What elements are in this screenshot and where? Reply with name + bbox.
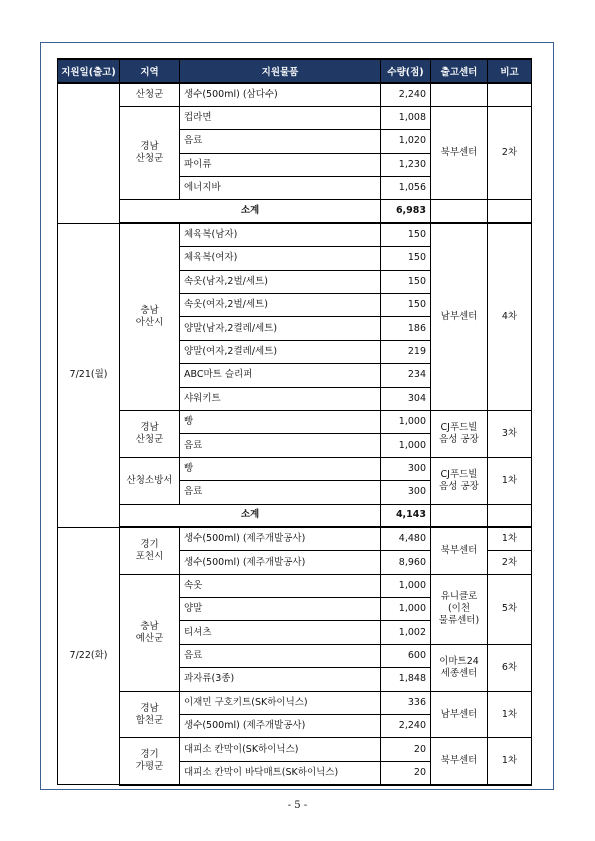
center-cell: 북부센터 (431, 738, 488, 785)
qty-cell: 1,020 (381, 130, 431, 153)
qty-cell: 1,848 (381, 668, 431, 691)
item-cell: 체육복(남자) (180, 223, 381, 246)
center-line: 유니클로 (440, 591, 478, 603)
center-cell: 북부센터 (431, 106, 488, 200)
note-cell: 2차 (488, 551, 532, 574)
item-cell: 양말(남자,2켤레/세트) (180, 317, 381, 340)
subtotal-center (431, 200, 488, 223)
region-line: 가평군 (135, 761, 164, 773)
qty-cell: 300 (381, 481, 431, 504)
qty-cell: 304 (381, 387, 431, 410)
region-cell (120, 738, 180, 785)
header-quantity: 수량(점) (381, 59, 431, 83)
item-cell: 생수(500ml) (제주개발공사) (180, 551, 381, 574)
qty-cell: 20 (381, 761, 431, 784)
center-line: CJ푸드빌 (440, 468, 478, 480)
table-row (58, 457, 532, 480)
center-cell: 북부센터 (431, 527, 488, 574)
item-cell: 빵 (180, 410, 381, 433)
item-cell: 음료 (180, 644, 381, 667)
qty-cell: 1,002 (381, 621, 431, 644)
subtotal-label: 소계 (120, 200, 381, 223)
subtotal-row (58, 504, 532, 527)
date-cell (58, 83, 120, 223)
region-cell: 산청소방서 (120, 457, 180, 504)
center-cell (431, 410, 488, 457)
item-cell: 속옷(여자,2벌/세트) (180, 294, 381, 317)
qty-cell: 336 (381, 691, 431, 714)
table-row (58, 410, 532, 433)
center-cell (431, 457, 488, 504)
region-line: 아산시 (135, 317, 164, 329)
note-cell (488, 83, 532, 106)
qty-cell: 1,008 (381, 106, 431, 129)
item-cell: ABC마트 슬리퍼 (180, 364, 381, 387)
region-cell (120, 691, 180, 738)
header-center: 출고센터 (431, 59, 488, 83)
date-cell: 7/22(화) (58, 527, 120, 784)
item-cell: 음료 (180, 481, 381, 504)
region-cell: 산청군 (120, 83, 180, 106)
center-line: 음성 공장 (439, 480, 479, 492)
table-row (58, 738, 532, 761)
item-cell: 샤워키트 (180, 387, 381, 410)
region-line: 경남 (140, 421, 159, 433)
date-cell: 7/21(월) (58, 223, 120, 527)
item-cell: 이재민 구호키트(SK하이닉스) (180, 691, 381, 714)
qty-cell: 186 (381, 317, 431, 340)
region-line: 경기 (140, 749, 159, 761)
region-line: 합천군 (135, 714, 164, 726)
qty-cell: 1,000 (381, 574, 431, 597)
item-cell: 음료 (180, 130, 381, 153)
center-cell: 남부센터 (431, 223, 488, 410)
note-cell: 1차 (488, 457, 532, 504)
region-line: 산청군 (135, 433, 164, 445)
region-line: 경남 (140, 702, 159, 714)
note-cell: 4차 (488, 223, 532, 410)
table-header-row (58, 59, 532, 83)
item-cell: 파이류 (180, 153, 381, 176)
header-note: 비고 (488, 59, 532, 83)
qty-cell: 1,000 (381, 410, 431, 433)
center-line: 음성 공장 (439, 433, 479, 445)
item-cell: 컵라면 (180, 106, 381, 129)
header-region: 지역 (120, 59, 180, 83)
region-line: 충남 (140, 620, 159, 632)
note-cell: 1차 (488, 691, 532, 738)
center-line: 이마트24 (439, 655, 479, 667)
qty-cell: 2,240 (381, 83, 431, 106)
header-date: 지원일(출고) (58, 59, 120, 83)
center-line: 세종센터 (440, 667, 478, 679)
item-cell: 음료 (180, 434, 381, 457)
qty-cell: 8,960 (381, 551, 431, 574)
region-cell (120, 527, 180, 574)
table-row (58, 691, 532, 714)
note-cell: 2차 (488, 106, 532, 200)
note-cell: 6차 (488, 644, 532, 691)
qty-cell: 300 (381, 457, 431, 480)
table-row (58, 106, 532, 129)
region-line: 산청군 (135, 153, 164, 165)
note-cell: 1차 (488, 738, 532, 785)
qty-cell: 1,056 (381, 177, 431, 200)
item-cell: 빵 (180, 457, 381, 480)
header-item: 지원물품 (180, 59, 381, 83)
region-line: 경기 (140, 539, 159, 551)
region-line: 경남 (140, 141, 159, 153)
note-cell: 1차 (488, 527, 532, 550)
table-row (58, 574, 532, 597)
qty-cell: 600 (381, 644, 431, 667)
table-row (58, 83, 532, 106)
qty-cell: 2,240 (381, 715, 431, 738)
note-cell: 5차 (488, 574, 532, 644)
item-cell: 생수(500ml) (제주개발공사) (180, 715, 381, 738)
supply-table (57, 58, 532, 786)
item-cell: 과자류(3종) (180, 668, 381, 691)
subtotal-note (488, 200, 532, 223)
center-cell (431, 644, 488, 691)
region-cell (120, 410, 180, 457)
subtotal-row (58, 200, 532, 223)
region-line: 예산군 (135, 632, 164, 644)
qty-cell: 219 (381, 340, 431, 363)
qty-cell: 1,230 (381, 153, 431, 176)
subtotal-label: 소계 (120, 504, 381, 527)
item-cell: 속옷 (180, 574, 381, 597)
item-cell: 속옷(남자,2벌/세트) (180, 270, 381, 293)
item-cell: 대피소 칸막이(SK하이닉스) (180, 738, 381, 761)
region-cell (120, 106, 180, 200)
item-cell: 생수(500ml) (삼다수) (180, 83, 381, 106)
center-line: (이천 (447, 603, 471, 615)
subtotal-qty: 6,983 (381, 200, 431, 223)
table-row (58, 223, 532, 246)
page-number: - 5 - (287, 800, 308, 811)
region-cell (120, 223, 180, 410)
qty-cell: 150 (381, 247, 431, 270)
qty-cell: 4,480 (381, 527, 431, 550)
center-cell (431, 83, 488, 106)
item-cell: 양말(여자,2켤레/세트) (180, 340, 381, 363)
center-line: CJ푸드빌 (440, 421, 478, 433)
qty-cell: 150 (381, 294, 431, 317)
qty-cell: 1,000 (381, 598, 431, 621)
center-cell: 남부센터 (431, 691, 488, 738)
region-cell (120, 574, 180, 691)
note-cell: 3차 (488, 410, 532, 457)
qty-cell: 1,000 (381, 434, 431, 457)
item-cell: 티셔츠 (180, 621, 381, 644)
item-cell: 에너지바 (180, 177, 381, 200)
qty-cell: 234 (381, 364, 431, 387)
qty-cell: 150 (381, 270, 431, 293)
region-line: 충남 (140, 305, 159, 317)
item-cell: 체육복(여자) (180, 247, 381, 270)
subtotal-center (431, 504, 488, 527)
item-cell: 양말 (180, 598, 381, 621)
subtotal-note (488, 504, 532, 527)
center-cell (431, 574, 488, 644)
qty-cell: 20 (381, 738, 431, 761)
region-line: 포천시 (135, 551, 164, 563)
subtotal-qty: 4,143 (381, 504, 431, 527)
item-cell: 대피소 칸막이 바닥매트(SK하이닉스) (180, 761, 381, 784)
table-row (58, 527, 532, 550)
qty-cell: 150 (381, 223, 431, 246)
item-cell: 생수(500ml) (제주개발공사) (180, 527, 381, 550)
center-line: 물류센터) (438, 615, 480, 627)
